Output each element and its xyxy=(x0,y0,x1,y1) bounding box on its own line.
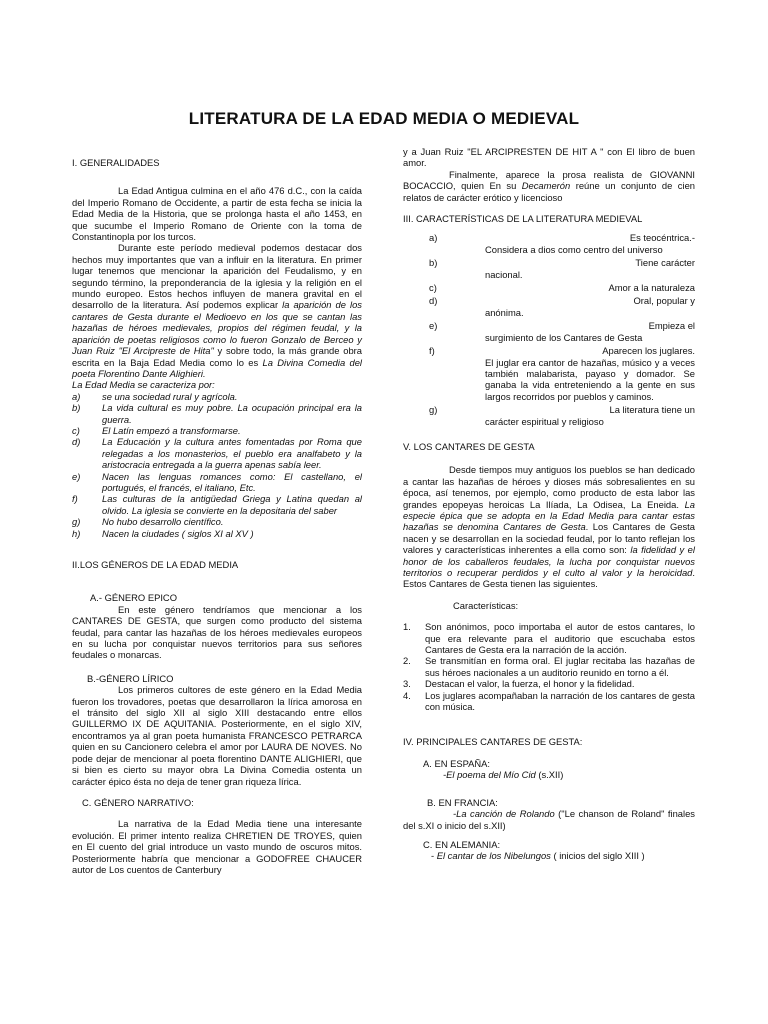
work-date: ("Le chanson de Roland" finales del s.XI o inicio del s.XII) xyxy=(403,808,695,831)
list-item xyxy=(72,425,362,436)
list-text-rest: Considera a dios como centro del universo xyxy=(485,243,663,255)
work-dash: - xyxy=(431,850,437,862)
paragraph-bocaccio xyxy=(403,169,695,203)
list-item xyxy=(403,282,695,293)
paragraph-continuation: y a Juan Ruiz "EL ARCIPRESTEN DE HIT A " con El libro de buen amor. xyxy=(403,146,695,169)
list-marker: d) xyxy=(429,295,438,307)
list-text xyxy=(485,404,695,427)
list-item xyxy=(403,345,695,402)
list-text: La vida cultural es muy pobre. La ocupación principal era la guerra. xyxy=(102,402,362,425)
characteristics-list xyxy=(72,391,362,539)
section-heading-generos: II.LOS GÉNEROS DE LA EDAD MEDIA xyxy=(72,559,239,570)
list-text-rest: carácter espiritual y religioso xyxy=(485,415,604,427)
list-item xyxy=(72,436,362,470)
item-mio-cid xyxy=(403,769,695,780)
list-marker: b) xyxy=(72,402,81,414)
work-title: El cantar de los Nibelungos xyxy=(436,850,551,862)
list-marker: g) xyxy=(72,516,81,528)
cantares-characteristics-list xyxy=(403,621,695,712)
section-heading-caracteristicas: III. CARACTERÍSTICAS DE LA LITERATURA MEDIEVAL xyxy=(403,213,643,225)
list-text-lead: Empieza el xyxy=(648,320,695,332)
list-marker: d) xyxy=(72,436,81,448)
list-marker: a) xyxy=(429,232,438,244)
list-marker: a) xyxy=(72,390,81,402)
page-title: LITERATURA DE LA EDAD MEDIA O MEDIEVAL xyxy=(188,109,580,128)
list-text: Los juglares acompañaban la narración de los cantares de gesta con música. xyxy=(425,689,695,713)
list-text xyxy=(485,257,695,280)
text-run-italic: Decamerón xyxy=(521,180,571,192)
work-date: (s.XII) xyxy=(535,769,564,781)
list-text-rest: nacional. xyxy=(485,268,523,280)
item-cancion-rolando xyxy=(403,808,695,831)
list-text-rest: surgimiento de los Cantares de Gesta xyxy=(485,331,643,343)
list-text: La Educación y la cultura antes fomentadas por Roma que relegadas a los monasterios, el pueblo era analfabeto y la aristocracia entregada a la guerra apenas sabía leer. xyxy=(102,436,362,471)
list-item xyxy=(72,516,362,527)
list-text: Nacen las lenguas romances como: El castellano, el portugués, el francés, el italiano, Etc. xyxy=(102,470,362,493)
list-marker: f) xyxy=(72,493,78,505)
caracteristicas-list xyxy=(403,232,695,427)
paragraph-edad-antigua: La Edad Antigua culmina en el año 476 d.C., con la caída del Imperio Romano de Occidente, a partir de esta fecha se inicia la Edad Media de la Historia, que se prolonga hasta el año 1453, en que sucumbe el Imperio Romano de Oriente con la toma de Constantinopla por los turcos. xyxy=(72,185,362,243)
list-text-lead: Es teocéntrica.- xyxy=(629,232,695,244)
list-text: Se transmitían en forma oral. El juglar recitaba las hazañas de sus héroes nacionales a un auditorio reunido en torno a él. xyxy=(425,655,695,678)
list-text-lead: Oral, popular y xyxy=(633,295,695,307)
text-run-italic: La especie épica que se adopta en la Edad Media para cantar estas hazañas se denomina Cantares de Gesta xyxy=(403,498,695,533)
list-marker: 2. xyxy=(403,655,411,667)
paragraph-genero-narrativo: La narrativa de la Edad Media tiene una interesante evolución. El primer intento realiza CHRETIEN DE TROYES, quien en El cuento del grial introduce un vasto mundo de oscuros mitos. Posteriormente habría que mencionar a GODOFREE CHAUCER autor de Los cuentos de Canterbury xyxy=(72,818,362,875)
list-text-lead: Tiene carácter xyxy=(635,257,695,269)
list-item xyxy=(403,404,695,427)
list-text: Nacen la ciudades ( siglos XI al XV ) xyxy=(102,527,254,539)
list-text: se una sociedad rural y agrícola. xyxy=(102,390,238,402)
subheading-caracteristicas: Características: xyxy=(453,599,519,611)
text-run: Finalmente, aparece la prosa realista de GIOVANNI BOCACCIO, quien En su xyxy=(403,168,695,192)
list-item xyxy=(72,391,362,402)
list-marker: f) xyxy=(429,345,435,357)
subheading-genero-epico: A.- GÉNERO EPICO xyxy=(90,592,177,604)
item-nibelungos xyxy=(403,850,695,861)
text-run-italic: la aparición de los cantares de Gesta durante el Medioevo en los que se cantan las hazañas de héroes medievales, propios del régimen feudal, y la aparición de poetas religiosos como lo fueron Gonzalo de Berceo y Juan Ruiz "El Arcipreste de Hita" xyxy=(72,299,362,357)
section-heading-generalidades: I. GENERALIDADES xyxy=(72,157,160,168)
text-run: Durante este período medieval podemos destacar dos hechos muy importantes que van a influir en la literatura. En primer lugar tenemos que mencionar la aparición del Feudalismo, y en segundo término, la preponderancia de la iglesia y la religión en el mundo europeo. Estos hechos influyen de manera gravital en el desarrollo de la literatura. Así podemos explicar xyxy=(72,242,362,311)
left-column xyxy=(72,157,362,875)
section-heading-cantares: V. LOS CANTARES DE GESTA xyxy=(403,440,535,452)
list-marker: 3. xyxy=(403,678,411,690)
list-item xyxy=(403,295,695,318)
text-run-italic: la fidelidad y el honor de los caballeros feudales, la lucha por conquistar nuevos territorios o recuperar perdidos y el culto al valor y la heroicidad xyxy=(403,544,695,578)
text-run-italic: La Divina Comedia del poeta Florentino Dante Alighieri. xyxy=(72,356,362,379)
list-item xyxy=(72,528,362,539)
subheading-francia: B. EN FRANCIA: xyxy=(427,796,498,808)
list-item xyxy=(72,493,362,516)
list-item xyxy=(403,621,695,655)
subheading-genero-lirico: B.-GÉNERO LÍRICO xyxy=(87,672,174,684)
list-text xyxy=(485,320,695,343)
list-text-lead: La literatura tiene un xyxy=(609,404,695,416)
paragraph-periodo-medieval xyxy=(72,242,362,379)
paragraph-genero-lirico: Los primeros cultores de este género en la Edad Media fueron los trovadores, poetas que desarrollaron la lírica amorosa en el tránsito del siglo XII al siglo XIII destacando entre ellos GUILLERMO IX DE AQUITANIA. Posteriormente, en el siglo XIV, encontramos ya al gran poeta humanista FRANCESCO PETRARCA quien en su Cancionero celebra el amor por LAURA DE NOVES. No pode dejar de mencionar al poeta florentino DANTE ALIGHIERI, que si bien es cierto su mayor obra La Divina Comedia ostenta un carácter épico ésta no deja de tener gran riqueza lírica. xyxy=(72,684,362,787)
list-item xyxy=(72,402,362,425)
work-title: -La canción de Rolando xyxy=(453,808,555,820)
subheading-espana: A. EN ESPAÑA: xyxy=(423,757,491,769)
list-item xyxy=(403,320,695,343)
list-text: Son anónimos, poco importaba el autor de estos cantares, lo que era relevante para el auditorio que escuchaba estos Cantares de Gesta era la narración de la acción. xyxy=(425,621,695,656)
subheading-genero-narrativo: C. GÉNERO NARRATIVO: xyxy=(82,796,194,808)
list-text-rest: anónima. xyxy=(485,306,524,318)
text-run: y sobre todo, la más grande obra escrita en la Baja Edad Media como lo es xyxy=(72,345,362,368)
list-marker: e) xyxy=(429,320,438,332)
list-text: Las culturas de la antigüedad Griega y Latina quedan al olvido. La iglesia se convierte en la depositaria del saber xyxy=(102,493,362,516)
list-text-lead: Amor a la naturaleza xyxy=(608,282,695,294)
paragraph-cantares-de-gesta xyxy=(403,464,695,589)
list-text: El Latín empezó a transformarse. xyxy=(102,424,241,436)
list-item xyxy=(403,678,695,689)
work-date: ( inicios del siglo XIII ) xyxy=(550,850,645,862)
list-text: No hubo desarrollo científico. xyxy=(102,516,224,528)
text-run: reúne un conjunto de cien relatos de carácter erótico y licencioso xyxy=(403,180,696,203)
text-run: . Los Cantares de Gesta nacen y se desarrollan en la sociedad feudal, por lo tanto reflejan los valores y características inherentes a ella como son: xyxy=(403,521,695,556)
subheading-alemania: C. EN ALEMANIA: xyxy=(423,838,501,850)
list-text xyxy=(485,232,695,255)
list-item xyxy=(403,257,695,280)
list-marker: g) xyxy=(429,404,438,416)
text-run: Desde tiempos muy antiguos los pueblos se han dedicado a cantar las hazañas de héroes y dioses más sobresalientes en su época, así tenemos, por ejemplo, como producto de esta labor las grandes epopeyas heroicas La Ilíada, La Odisea, La Eneida. xyxy=(403,464,695,510)
list-marker: 4. xyxy=(403,689,411,701)
list-text xyxy=(485,282,695,293)
paragraph-genero-epico: En este género tendríamos que mencionar a los CANTARES DE GESTA, que surgen como producto del sistema feudal, para cantar las hazañas de los héroes medievales europeos en su lucha por conquistar nuevos territorios para sus señores feudales o monarcas. xyxy=(72,603,362,661)
list-item xyxy=(72,471,362,494)
list-item xyxy=(403,690,695,713)
list-marker: c) xyxy=(429,282,437,294)
list-text: Destacan el valor, la fuerza, el honor y la fidelidad. xyxy=(425,678,635,690)
section-heading-principales: IV. PRINCIPALES CANTARES DE GESTA: xyxy=(403,736,583,748)
text-run: . Estos Cantares de Gesta tienen las siguientes. xyxy=(403,567,695,590)
list-marker: h) xyxy=(72,527,81,539)
list-text-lead: Aparecen los juglares. xyxy=(602,345,695,357)
list-marker: e) xyxy=(72,470,81,482)
list-item xyxy=(403,655,695,678)
list-marker: b) xyxy=(429,257,438,269)
list-item xyxy=(403,232,695,255)
list-marker: c) xyxy=(72,424,80,436)
list-text-rest: El juglar era cantor de hazañas, músico y a veces también malabarista, payaso y domador. Se ganaba la vida entreteniendo a la gente en sus largos recorridos por pueblos y caminos. xyxy=(485,356,695,402)
right-column xyxy=(403,146,695,862)
list-text xyxy=(485,295,695,318)
work-title: -El poema del Mío Cid xyxy=(443,769,536,781)
list-marker: 1. xyxy=(403,621,411,633)
characteristics-intro: La Edad Media se caracteriza por: xyxy=(72,379,215,391)
list-text xyxy=(485,345,695,402)
